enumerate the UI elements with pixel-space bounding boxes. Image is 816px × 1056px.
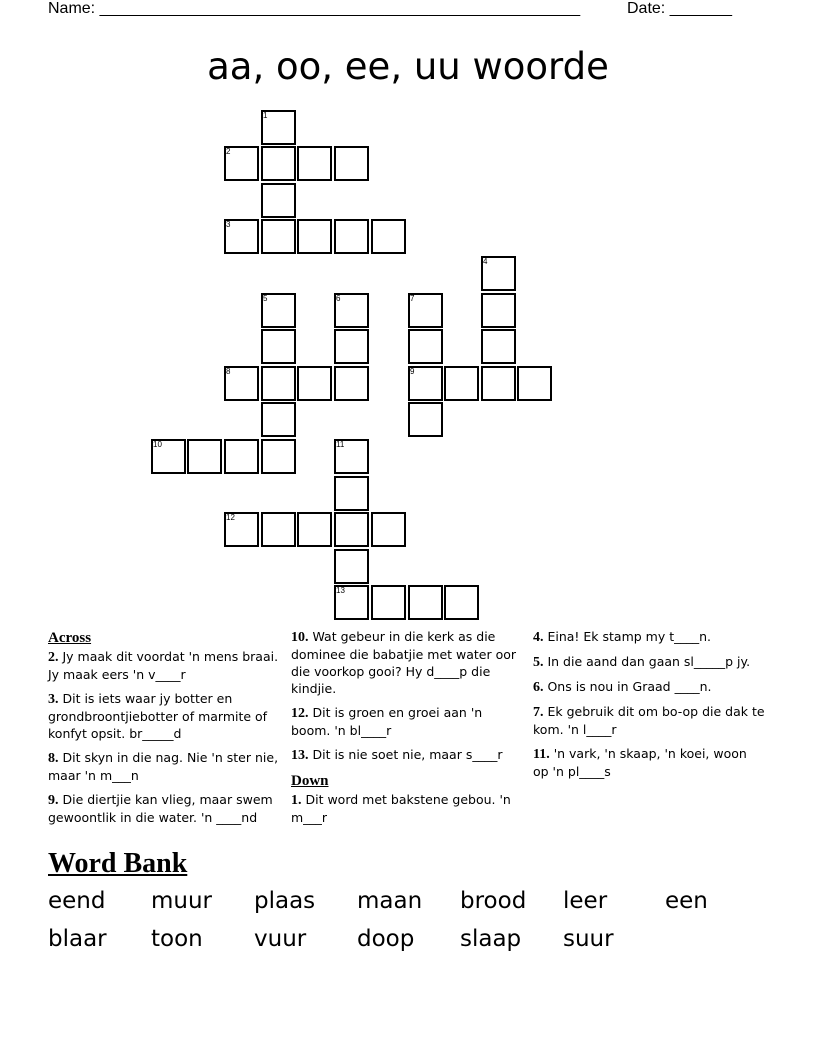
- crossword-cell[interactable]: [297, 366, 332, 401]
- crossword-cell[interactable]: [334, 146, 369, 181]
- clue-item: [291, 791, 523, 826]
- crossword-cell[interactable]: [371, 512, 406, 547]
- crossword-cell[interactable]: [334, 549, 369, 584]
- clue-number-1: 1: [263, 111, 268, 120]
- clue-num: 11.: [533, 747, 550, 762]
- clue-item: [48, 749, 280, 784]
- clue-text: Ons is nou in Graad ____n.: [543, 679, 712, 694]
- crossword-cell[interactable]: [261, 183, 296, 218]
- clues-column-2: [291, 628, 523, 833]
- across-heading: Across: [48, 630, 92, 646]
- clue-text: Die diertjie kan vlieg, maar swem gewoontlik in die water. 'n ____nd: [48, 792, 273, 825]
- date-field-label: Date: _______: [627, 0, 732, 17]
- clue-text: Dit word met bakstene gebou. 'n m___r: [291, 792, 511, 825]
- clues-column-1: [48, 628, 280, 833]
- clue-num: 13.: [291, 748, 309, 763]
- clue-text: Eina! Ek stamp my t____n.: [543, 629, 712, 644]
- clue-number-13: 13: [336, 586, 345, 595]
- crossword-cell[interactable]: [297, 219, 332, 254]
- clue-text: Dit is groen en groei aan 'n boom. 'n bl____r: [291, 705, 483, 738]
- clue-item: [48, 690, 280, 742]
- clue-item: [533, 628, 765, 646]
- crossword-cell[interactable]: [371, 585, 406, 620]
- clue-number-4: 4: [483, 257, 488, 266]
- clue-num: 6.: [533, 680, 544, 695]
- clue-number-9: 9: [410, 367, 415, 376]
- clue-num: 4.: [533, 630, 544, 645]
- word-bank-word: vuur: [254, 926, 307, 952]
- clue-item: [533, 653, 765, 671]
- crossword-cell[interactable]: [261, 439, 296, 474]
- crossword-cell[interactable]: [261, 366, 296, 401]
- word-bank-word: doop: [357, 926, 415, 952]
- clue-item: [533, 678, 765, 696]
- crossword-cell[interactable]: [408, 585, 443, 620]
- clue-num: 10.: [291, 630, 309, 645]
- name-field-label: Name: ______________________________________________________: [48, 0, 581, 17]
- crossword-cell[interactable]: [187, 439, 222, 474]
- clue-item: [533, 703, 765, 738]
- crossword-cell[interactable]: [261, 219, 296, 254]
- crossword-cell[interactable]: [297, 146, 332, 181]
- word-bank-title: Word Bank: [48, 848, 188, 879]
- crossword-cell[interactable]: [481, 293, 516, 328]
- clue-number-8: 8: [226, 367, 231, 376]
- clue-number-6: 6: [336, 294, 341, 303]
- word-bank-word: eend: [48, 888, 106, 914]
- word-bank-word: een: [665, 888, 708, 914]
- clue-text: Dit skyn in die nag. Nie 'n ster nie, maar 'n m___n: [48, 750, 279, 783]
- word-bank-word: suur: [563, 926, 614, 952]
- clue-number-3: 3: [226, 220, 231, 229]
- word-bank-word: maan: [357, 888, 423, 914]
- word-bank-word: leer: [563, 888, 608, 914]
- crossword-cell[interactable]: [334, 476, 369, 511]
- clue-text: In die aand dan gaan sl_____p jy.: [543, 654, 751, 669]
- crossword-cell[interactable]: [334, 219, 369, 254]
- clue-item: [291, 628, 523, 697]
- crossword-cell[interactable]: [444, 585, 479, 620]
- clue-num: 9.: [48, 793, 59, 808]
- clue-text: Wat gebeur in die kerk as die dominee die babatjie met water oor die voorkop gooi? Hy d____p die kindjie.: [291, 629, 517, 696]
- clue-number-7: 7: [410, 294, 415, 303]
- clue-item: [291, 704, 523, 739]
- crossword-cell[interactable]: [408, 402, 443, 437]
- clue-item: [291, 746, 523, 764]
- clue-text: Jy maak dit voordat 'n mens braai. Jy maak eers 'n v____r: [48, 649, 279, 682]
- word-bank-word: muur: [151, 888, 213, 914]
- page-title: aa, oo, ee, uu woorde: [207, 45, 609, 88]
- clue-text: Ek gebruik dit om bo-op die dak te kom. 'n l____r: [533, 704, 765, 737]
- word-bank-word: toon: [151, 926, 203, 952]
- crossword-cell[interactable]: [334, 329, 369, 364]
- clue-item: [533, 745, 765, 780]
- crossword-cell[interactable]: [481, 329, 516, 364]
- clue-item: [48, 791, 280, 826]
- clue-number-12: 12: [226, 513, 235, 522]
- crossword-cell[interactable]: [444, 366, 479, 401]
- clue-number-2: 2: [226, 147, 231, 156]
- crossword-cell[interactable]: [334, 366, 369, 401]
- clue-number-11: 11: [336, 440, 345, 449]
- crossword-cell[interactable]: [371, 219, 406, 254]
- crossword-cell[interactable]: [261, 512, 296, 547]
- word-bank-word: blaar: [48, 926, 107, 952]
- crossword-cell[interactable]: [517, 366, 552, 401]
- clue-num: 8.: [48, 751, 59, 766]
- crossword-cell[interactable]: [224, 439, 259, 474]
- clue-text: Dit is iets waar jy botter en grondbroontjiebotter of marmite of konfyt opsit. br_____d: [48, 691, 268, 741]
- crossword-cell[interactable]: [408, 329, 443, 364]
- down-heading: Down: [291, 773, 329, 789]
- crossword-cell[interactable]: [481, 366, 516, 401]
- word-bank-word: brood: [460, 888, 527, 914]
- clues-column-3: [533, 628, 765, 787]
- clue-num: 3.: [48, 692, 59, 707]
- crossword-cell[interactable]: [261, 146, 296, 181]
- crossword-cell[interactable]: [261, 329, 296, 364]
- crossword-cell[interactable]: [261, 402, 296, 437]
- word-bank-word: plaas: [254, 888, 316, 914]
- clue-item: [48, 648, 280, 683]
- word-bank-word: slaap: [460, 926, 522, 952]
- clue-num: 12.: [291, 706, 309, 721]
- clue-num: 2.: [48, 650, 59, 665]
- clue-num: 1.: [291, 793, 302, 808]
- clue-number-5: 5: [263, 294, 268, 303]
- clue-text: 'n vark, 'n skaap, 'n koei, woon op 'n pl____s: [533, 746, 747, 779]
- clue-num: 7.: [533, 705, 544, 720]
- clue-num: 5.: [533, 655, 544, 670]
- crossword-cell[interactable]: [334, 512, 369, 547]
- crossword-cell[interactable]: [297, 512, 332, 547]
- clue-text: Dit is nie soet nie, maar s____r: [308, 747, 503, 762]
- clue-number-10: 10: [153, 440, 162, 449]
